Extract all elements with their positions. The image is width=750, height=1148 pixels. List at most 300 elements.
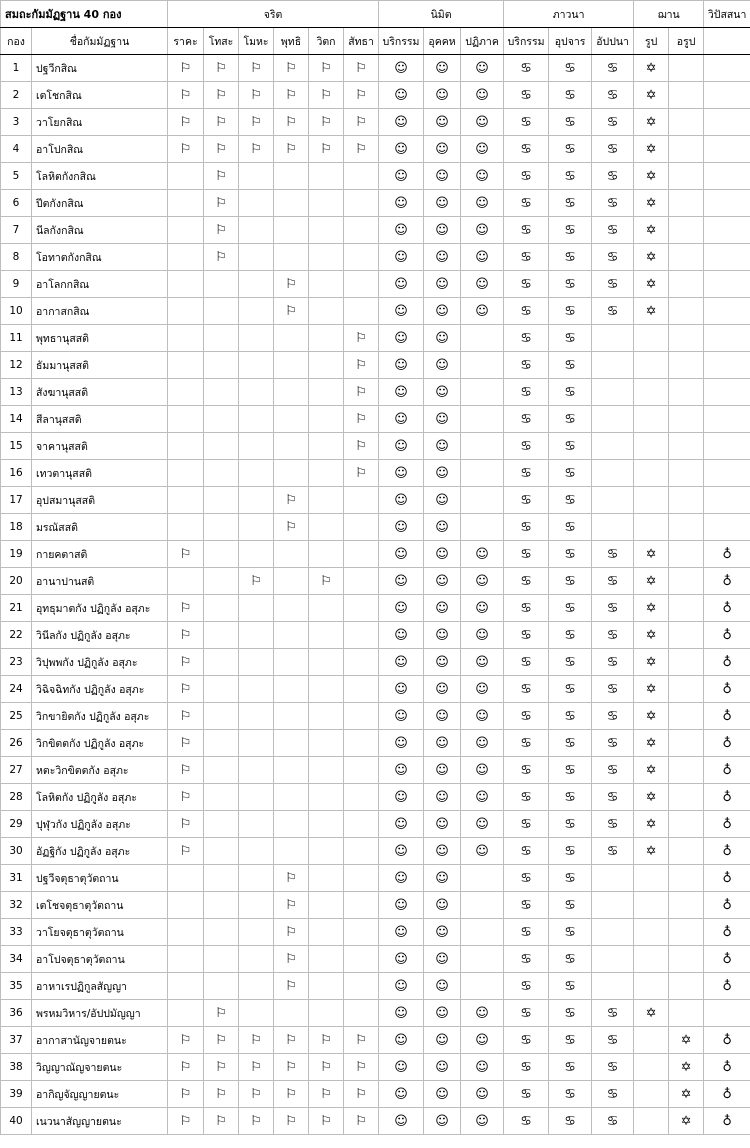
empty-cell — [592, 892, 634, 919]
column-header: อุปจาร — [549, 28, 592, 55]
empty-cell — [168, 919, 204, 946]
star-of-david-icon: ✡ — [634, 568, 669, 595]
kammatthana-name: เทวตานุสสติ — [32, 460, 168, 487]
smiley-icon: ☺ — [379, 379, 424, 406]
cancer-icon: ♋ — [504, 433, 549, 460]
row-number: 28 — [1, 784, 32, 811]
kammatthana-name: อานาปานสติ — [32, 568, 168, 595]
table-row — [1, 109, 750, 136]
smiley-icon: ☺ — [379, 352, 424, 379]
smiley-icon: ☺ — [461, 136, 504, 163]
cancer-icon: ♋ — [549, 622, 592, 649]
smiley-icon: ☺ — [379, 784, 424, 811]
flag-icon: ⚐ — [204, 55, 239, 82]
flag-icon: ⚐ — [274, 946, 309, 973]
table-row — [1, 892, 750, 919]
empty-cell — [669, 838, 704, 865]
smiley-icon: ☺ — [424, 757, 461, 784]
cancer-icon: ♋ — [592, 190, 634, 217]
outline-flag-icon: ⚐ — [274, 1108, 309, 1135]
empty-cell — [704, 487, 750, 514]
empty-cell — [669, 595, 704, 622]
cancer-icon: ♋ — [592, 55, 634, 82]
smiley-icon: ☺ — [424, 136, 461, 163]
empty-cell — [204, 838, 239, 865]
table-row — [1, 1000, 750, 1027]
vipassana-mark-icon: ♁ — [704, 946, 750, 973]
smiley-icon: ☺ — [461, 622, 504, 649]
flag-icon: ⚐ — [344, 433, 379, 460]
empty-cell — [168, 946, 204, 973]
column-header: พุทธิ — [274, 28, 309, 55]
smiley-icon: ☺ — [424, 1054, 461, 1081]
cancer-icon: ♋ — [549, 55, 592, 82]
flag-icon: ⚐ — [168, 595, 204, 622]
outline-flag-icon: ⚐ — [204, 1108, 239, 1135]
empty-cell — [344, 244, 379, 271]
cancer-icon: ♋ — [549, 190, 592, 217]
cancer-icon: ♋ — [592, 217, 634, 244]
empty-cell — [309, 1000, 344, 1027]
smiley-icon: ☺ — [461, 163, 504, 190]
star-of-david-icon: ✡ — [634, 757, 669, 784]
kammatthana-name: สีลานุสสติ — [32, 406, 168, 433]
empty-cell — [309, 757, 344, 784]
empty-cell — [634, 487, 669, 514]
flag-icon: ⚐ — [274, 109, 309, 136]
table-row — [1, 271, 750, 298]
empty-cell — [669, 460, 704, 487]
outline-flag-icon: ⚐ — [344, 1081, 379, 1108]
smiley-icon: ☺ — [424, 568, 461, 595]
empty-cell — [309, 406, 344, 433]
kammatthana-name: วาโยกสิณ — [32, 109, 168, 136]
empty-cell — [592, 352, 634, 379]
row-number: 32 — [1, 892, 32, 919]
table-title: สมถะกัมมัฏฐาน 40 กอง — [1, 1, 168, 28]
kammatthana-name: อาโปกสิณ — [32, 136, 168, 163]
outline-flag-icon: ⚐ — [239, 1027, 274, 1054]
smiley-icon: ☺ — [424, 892, 461, 919]
empty-cell — [634, 325, 669, 352]
empty-cell — [704, 379, 750, 406]
empty-cell — [239, 217, 274, 244]
group-header-vipassana: วิปัสสนา — [704, 1, 750, 28]
empty-cell — [204, 487, 239, 514]
smiley-icon: ☺ — [424, 433, 461, 460]
cancer-icon: ♋ — [504, 730, 549, 757]
table-row — [1, 379, 750, 406]
empty-cell — [204, 406, 239, 433]
star-of-david-icon: ✡ — [669, 1027, 704, 1054]
empty-cell — [168, 892, 204, 919]
empty-cell — [168, 487, 204, 514]
star-of-david-icon: ✡ — [669, 1108, 704, 1135]
cancer-icon: ♋ — [592, 676, 634, 703]
empty-cell — [461, 892, 504, 919]
empty-cell — [344, 784, 379, 811]
cancer-icon: ♋ — [504, 163, 549, 190]
kammatthana-name: เตโชกสิณ — [32, 82, 168, 109]
kammatthana-name: อากาสกสิณ — [32, 298, 168, 325]
cancer-icon: ♋ — [504, 1054, 549, 1081]
empty-cell — [309, 622, 344, 649]
kammatthana-name: วิกขายิตกัง ปฏิกูลัง อสุภะ — [32, 703, 168, 730]
column-header: วิตก — [309, 28, 344, 55]
smiley-icon: ☺ — [424, 865, 461, 892]
kammatthana-name: อัฏฐิกัง ปฏิกูลัง อสุภะ — [32, 838, 168, 865]
smiley-icon: ☺ — [379, 217, 424, 244]
empty-cell — [239, 973, 274, 1000]
empty-cell — [204, 622, 239, 649]
empty-cell — [344, 946, 379, 973]
empty-cell — [168, 244, 204, 271]
cancer-icon: ♋ — [504, 595, 549, 622]
flag-icon: ⚐ — [344, 460, 379, 487]
empty-cell — [204, 892, 239, 919]
empty-cell — [461, 433, 504, 460]
row-number: 21 — [1, 595, 32, 622]
table-row — [1, 325, 750, 352]
empty-cell — [309, 460, 344, 487]
empty-cell — [669, 163, 704, 190]
empty-cell — [168, 514, 204, 541]
smiley-icon: ☺ — [424, 649, 461, 676]
empty-cell — [704, 1000, 750, 1027]
empty-cell — [168, 190, 204, 217]
table-row — [1, 190, 750, 217]
column-header: บริกรรม — [504, 28, 549, 55]
empty-cell — [461, 865, 504, 892]
empty-cell — [204, 433, 239, 460]
empty-cell — [704, 460, 750, 487]
empty-cell — [274, 568, 309, 595]
kammatthana-name: วิกขิตตกัง ปฏิกูลัง อสุภะ — [32, 730, 168, 757]
cancer-icon: ♋ — [549, 676, 592, 703]
empty-cell — [704, 325, 750, 352]
empty-cell — [274, 730, 309, 757]
outline-flag-icon: ⚐ — [239, 1054, 274, 1081]
flag-icon: ⚐ — [344, 136, 379, 163]
empty-cell — [309, 298, 344, 325]
empty-cell — [704, 55, 750, 82]
cancer-icon: ♋ — [504, 352, 549, 379]
vipassana-mark-icon: ♁ — [704, 919, 750, 946]
empty-cell — [204, 703, 239, 730]
cancer-icon: ♋ — [549, 919, 592, 946]
smiley-icon: ☺ — [461, 55, 504, 82]
empty-cell — [204, 514, 239, 541]
table-row — [1, 811, 750, 838]
empty-cell — [239, 784, 274, 811]
outline-flag-icon: ⚐ — [168, 1054, 204, 1081]
empty-cell — [592, 406, 634, 433]
empty-cell — [634, 946, 669, 973]
empty-cell — [204, 271, 239, 298]
flag-icon: ⚐ — [168, 676, 204, 703]
empty-cell — [669, 487, 704, 514]
empty-cell — [669, 784, 704, 811]
outline-flag-icon: ⚐ — [239, 1081, 274, 1108]
empty-cell — [204, 676, 239, 703]
empty-cell — [461, 487, 504, 514]
cancer-icon: ♋ — [504, 271, 549, 298]
empty-cell — [168, 298, 204, 325]
empty-cell — [274, 676, 309, 703]
empty-cell — [669, 1000, 704, 1027]
cancer-icon: ♋ — [549, 1027, 592, 1054]
empty-cell — [344, 676, 379, 703]
empty-cell — [239, 865, 274, 892]
cancer-icon: ♋ — [504, 649, 549, 676]
smiley-icon: ☺ — [461, 811, 504, 838]
table-row — [1, 136, 750, 163]
table-row — [1, 622, 750, 649]
flag-icon: ⚐ — [239, 109, 274, 136]
smiley-icon: ☺ — [379, 244, 424, 271]
flag-icon: ⚐ — [309, 109, 344, 136]
smiley-icon: ☺ — [424, 514, 461, 541]
cancer-icon: ♋ — [592, 595, 634, 622]
cancer-icon: ♋ — [549, 352, 592, 379]
cancer-icon: ♋ — [549, 838, 592, 865]
smiley-icon: ☺ — [424, 163, 461, 190]
flag-icon: ⚐ — [204, 82, 239, 109]
empty-cell — [344, 163, 379, 190]
empty-cell — [344, 1000, 379, 1027]
flag-icon: ⚐ — [344, 406, 379, 433]
table-row — [1, 487, 750, 514]
cancer-icon: ♋ — [549, 730, 592, 757]
star-of-david-icon: ✡ — [634, 649, 669, 676]
kammatthana-name: วิปุพพกัง ปฏิกูลัง อสุภะ — [32, 649, 168, 676]
empty-cell — [704, 271, 750, 298]
flag-icon: ⚐ — [274, 271, 309, 298]
empty-cell — [344, 811, 379, 838]
row-number: 33 — [1, 919, 32, 946]
empty-cell — [669, 244, 704, 271]
empty-cell — [669, 919, 704, 946]
smiley-icon: ☺ — [379, 703, 424, 730]
column-header: ชื่อกัมมัฏฐาน — [32, 28, 168, 55]
empty-cell — [634, 892, 669, 919]
smiley-icon: ☺ — [379, 1108, 424, 1135]
smiley-icon: ☺ — [379, 1054, 424, 1081]
empty-cell — [168, 325, 204, 352]
empty-cell — [309, 676, 344, 703]
empty-cell — [204, 352, 239, 379]
star-of-david-icon: ✡ — [634, 190, 669, 217]
empty-cell — [634, 919, 669, 946]
empty-cell — [344, 487, 379, 514]
table-row — [1, 460, 750, 487]
cancer-icon: ♋ — [592, 1027, 634, 1054]
empty-cell — [309, 514, 344, 541]
column-header: ปฏิภาค — [461, 28, 504, 55]
smiley-icon: ☺ — [379, 838, 424, 865]
table-row — [1, 352, 750, 379]
kammatthana-name: โลหิตกัง ปฏิกูลัง อสุภะ — [32, 784, 168, 811]
smiley-icon: ☺ — [461, 1027, 504, 1054]
flag-icon: ⚐ — [274, 298, 309, 325]
empty-cell — [274, 244, 309, 271]
row-number: 35 — [1, 973, 32, 1000]
vipassana-mark-icon: ♁ — [704, 838, 750, 865]
cancer-icon: ♋ — [504, 325, 549, 352]
table-row — [1, 865, 750, 892]
smiley-icon: ☺ — [424, 379, 461, 406]
flag-icon: ⚐ — [344, 109, 379, 136]
cancer-icon: ♋ — [504, 676, 549, 703]
star-of-david-icon: ✡ — [634, 838, 669, 865]
kammatthana-name: อาหาเรปฏิกูลสัญญา — [32, 973, 168, 1000]
cancer-icon: ♋ — [504, 865, 549, 892]
flag-icon: ⚐ — [204, 217, 239, 244]
star-of-david-icon: ✡ — [634, 298, 669, 325]
vipassana-mark-icon: ♁ — [704, 811, 750, 838]
star-of-david-icon: ✡ — [634, 82, 669, 109]
cancer-icon: ♋ — [504, 946, 549, 973]
smiley-icon: ☺ — [379, 892, 424, 919]
empty-cell — [592, 379, 634, 406]
empty-cell — [669, 892, 704, 919]
table-row — [1, 433, 750, 460]
cancer-icon: ♋ — [549, 784, 592, 811]
smiley-icon: ☺ — [379, 757, 424, 784]
empty-cell — [592, 325, 634, 352]
outline-flag-icon: ⚐ — [274, 1081, 309, 1108]
empty-cell — [669, 82, 704, 109]
empty-cell — [239, 730, 274, 757]
empty-cell — [239, 406, 274, 433]
empty-cell — [239, 703, 274, 730]
cancer-icon: ♋ — [592, 1054, 634, 1081]
empty-cell — [204, 730, 239, 757]
empty-cell — [274, 379, 309, 406]
empty-cell — [592, 919, 634, 946]
smiley-icon: ☺ — [379, 973, 424, 1000]
empty-cell — [669, 433, 704, 460]
empty-cell — [168, 460, 204, 487]
empty-cell — [344, 622, 379, 649]
empty-cell — [309, 865, 344, 892]
smiley-icon: ☺ — [424, 190, 461, 217]
empty-cell — [461, 460, 504, 487]
cancer-icon: ♋ — [592, 244, 634, 271]
smiley-icon: ☺ — [424, 1081, 461, 1108]
empty-cell — [669, 649, 704, 676]
vipassana-mark-icon: ♁ — [704, 649, 750, 676]
smiley-icon: ☺ — [379, 730, 424, 757]
outline-flag-icon: ⚐ — [344, 1027, 379, 1054]
empty-cell — [669, 676, 704, 703]
cancer-icon: ♋ — [592, 541, 634, 568]
row-number: 30 — [1, 838, 32, 865]
empty-cell — [634, 1108, 669, 1135]
row-number: 24 — [1, 676, 32, 703]
flag-icon: ⚐ — [168, 649, 204, 676]
cancer-icon: ♋ — [592, 271, 634, 298]
star-of-david-icon: ✡ — [634, 703, 669, 730]
table-row — [1, 217, 750, 244]
star-of-david-icon: ✡ — [634, 541, 669, 568]
vipassana-mark-icon: ♁ — [704, 568, 750, 595]
empty-cell — [239, 352, 274, 379]
empty-cell — [704, 82, 750, 109]
smiley-icon: ☺ — [379, 514, 424, 541]
flag-icon: ⚐ — [168, 109, 204, 136]
empty-cell — [669, 298, 704, 325]
empty-cell — [344, 568, 379, 595]
empty-cell — [274, 541, 309, 568]
smiley-icon: ☺ — [424, 1027, 461, 1054]
empty-cell — [239, 838, 274, 865]
table-row — [1, 595, 750, 622]
cancer-icon: ♋ — [504, 82, 549, 109]
smiley-icon: ☺ — [379, 82, 424, 109]
outline-flag-icon: ⚐ — [168, 1108, 204, 1135]
empty-cell — [704, 190, 750, 217]
cancer-icon: ♋ — [504, 568, 549, 595]
cancer-icon: ♋ — [549, 1081, 592, 1108]
kammatthana-name: หตะวิกขิตตกัง อสุภะ — [32, 757, 168, 784]
flag-icon: ⚐ — [204, 1000, 239, 1027]
empty-cell — [274, 190, 309, 217]
table-row — [1, 1027, 750, 1054]
outline-flag-icon: ⚐ — [168, 1027, 204, 1054]
star-of-david-icon: ✡ — [634, 271, 669, 298]
smiley-icon: ☺ — [379, 460, 424, 487]
row-number: 37 — [1, 1027, 32, 1054]
table-row — [1, 298, 750, 325]
smiley-icon: ☺ — [461, 298, 504, 325]
row-number: 26 — [1, 730, 32, 757]
smiley-icon: ☺ — [379, 568, 424, 595]
row-number: 29 — [1, 811, 32, 838]
flag-icon: ⚐ — [204, 109, 239, 136]
flag-icon: ⚐ — [239, 568, 274, 595]
table-row — [1, 55, 750, 82]
smiley-icon: ☺ — [424, 109, 461, 136]
empty-cell — [204, 811, 239, 838]
empty-cell — [239, 460, 274, 487]
empty-cell — [344, 703, 379, 730]
empty-cell — [274, 1000, 309, 1027]
smiley-icon: ☺ — [379, 487, 424, 514]
vipassana-mark-icon: ♁ — [704, 1054, 750, 1081]
empty-cell — [309, 325, 344, 352]
smiley-icon: ☺ — [424, 676, 461, 703]
table-row — [1, 757, 750, 784]
vipassana-mark-icon: ♁ — [704, 1027, 750, 1054]
outline-flag-icon: ⚐ — [344, 1108, 379, 1135]
empty-cell — [239, 595, 274, 622]
empty-cell — [344, 514, 379, 541]
flag-icon: ⚐ — [274, 514, 309, 541]
flag-icon: ⚐ — [344, 55, 379, 82]
smiley-icon: ☺ — [461, 244, 504, 271]
smiley-icon: ☺ — [461, 1108, 504, 1135]
row-number: 3 — [1, 109, 32, 136]
vipassana-mark-icon: ♁ — [704, 892, 750, 919]
row-number: 20 — [1, 568, 32, 595]
vipassana-mark-icon: ♁ — [704, 595, 750, 622]
cancer-icon: ♋ — [504, 919, 549, 946]
empty-cell — [274, 703, 309, 730]
column-header: ราคะ — [168, 28, 204, 55]
empty-cell — [204, 595, 239, 622]
cancer-icon: ♋ — [504, 136, 549, 163]
